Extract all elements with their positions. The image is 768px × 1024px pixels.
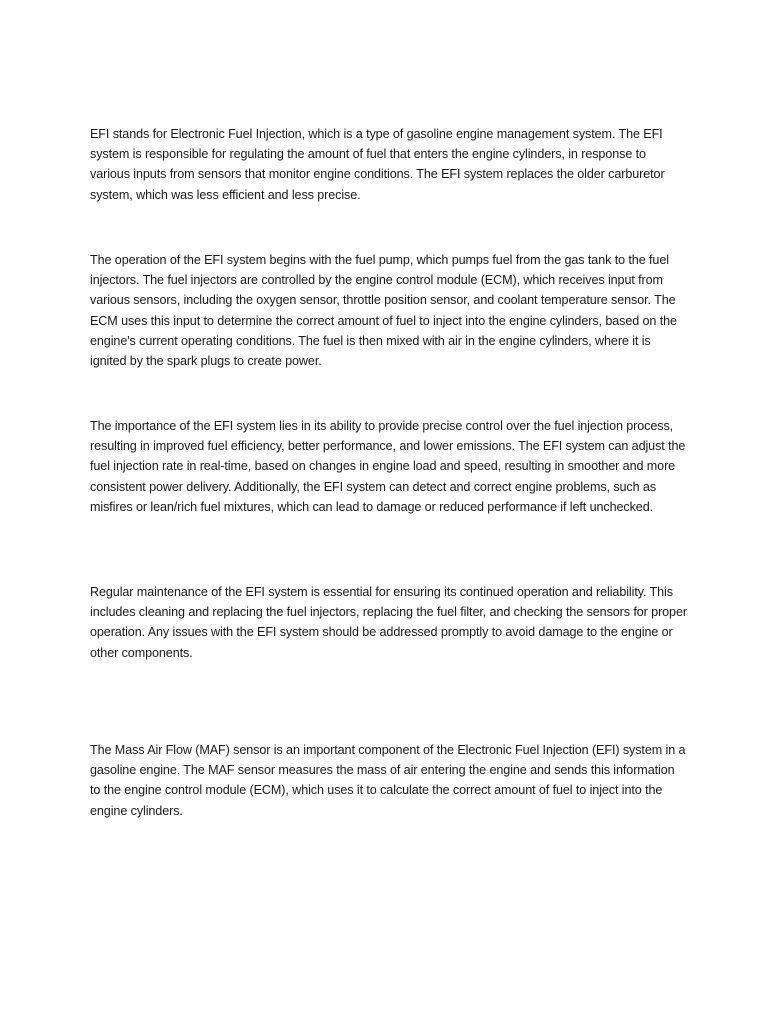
paragraph-efi-operation: The operation of the EFI system begins with the fuel pump, which pumps fuel from the gas tank to the fuel injectors. The fuel injectors are controlled by the engine control module (ECM), which receives input from various sensors, including the oxygen sensor, throttle position sensor, and coolant temperature sensor. The ECM uses this input to determine the correct amount of fuel to inject into the engine cylinders, based on the engine's current operating conditions. The fuel is then mixed with air in the engine cylinders, where it is ignited by the spark plugs to create power. — [90, 253, 677, 369]
paragraph-efi-importance: The importance of the EFI system lies in its ability to provide precise control over the fuel injection process, resulting in improved fuel efficiency, better performance, and lower emissions. The EFI system can adjust the fuel injection rate in real-time, based on changes in engine load and speed, resulting in smoother and more consistent power delivery. Additionally, the EFI system can detect and correct engine problems, such as misfires or lean/rich fuel mixtures, which can lead to damage or reduced performance if left unchecked. — [90, 419, 686, 514]
paragraph-maf-sensor: The Mass Air Flow (MAF) sensor is an important component of the Electronic Fuel Injection (EFI) system in a gasoline engine. The MAF sensor measures the mass of air entering the engine and sends this information to the engine control module (ECM), which uses it to calculate the correct amount of fuel to inject into the engine cylinders. — [90, 743, 686, 818]
paragraph-efi-maintenance: Regular maintenance of the EFI system is essential for ensuring its continued operation and reliability. This includes cleaning and replacing the fuel injectors, replacing the fuel filter, and checking the sensors for proper operation. Any issues with the EFI system should be addressed promptly to avoid damage to the engine or other components. — [90, 585, 687, 660]
paragraph-efi-definition: EFI stands for Electronic Fuel Injection, which is a type of gasoline engine management system. The EFI system is responsible for regulating the amount of fuel that enters the engine cylinders, in response to various inputs from sensors that monitor engine conditions. The EFI system replaces the older carburetor system, which was less efficient and less precise. — [90, 127, 665, 202]
